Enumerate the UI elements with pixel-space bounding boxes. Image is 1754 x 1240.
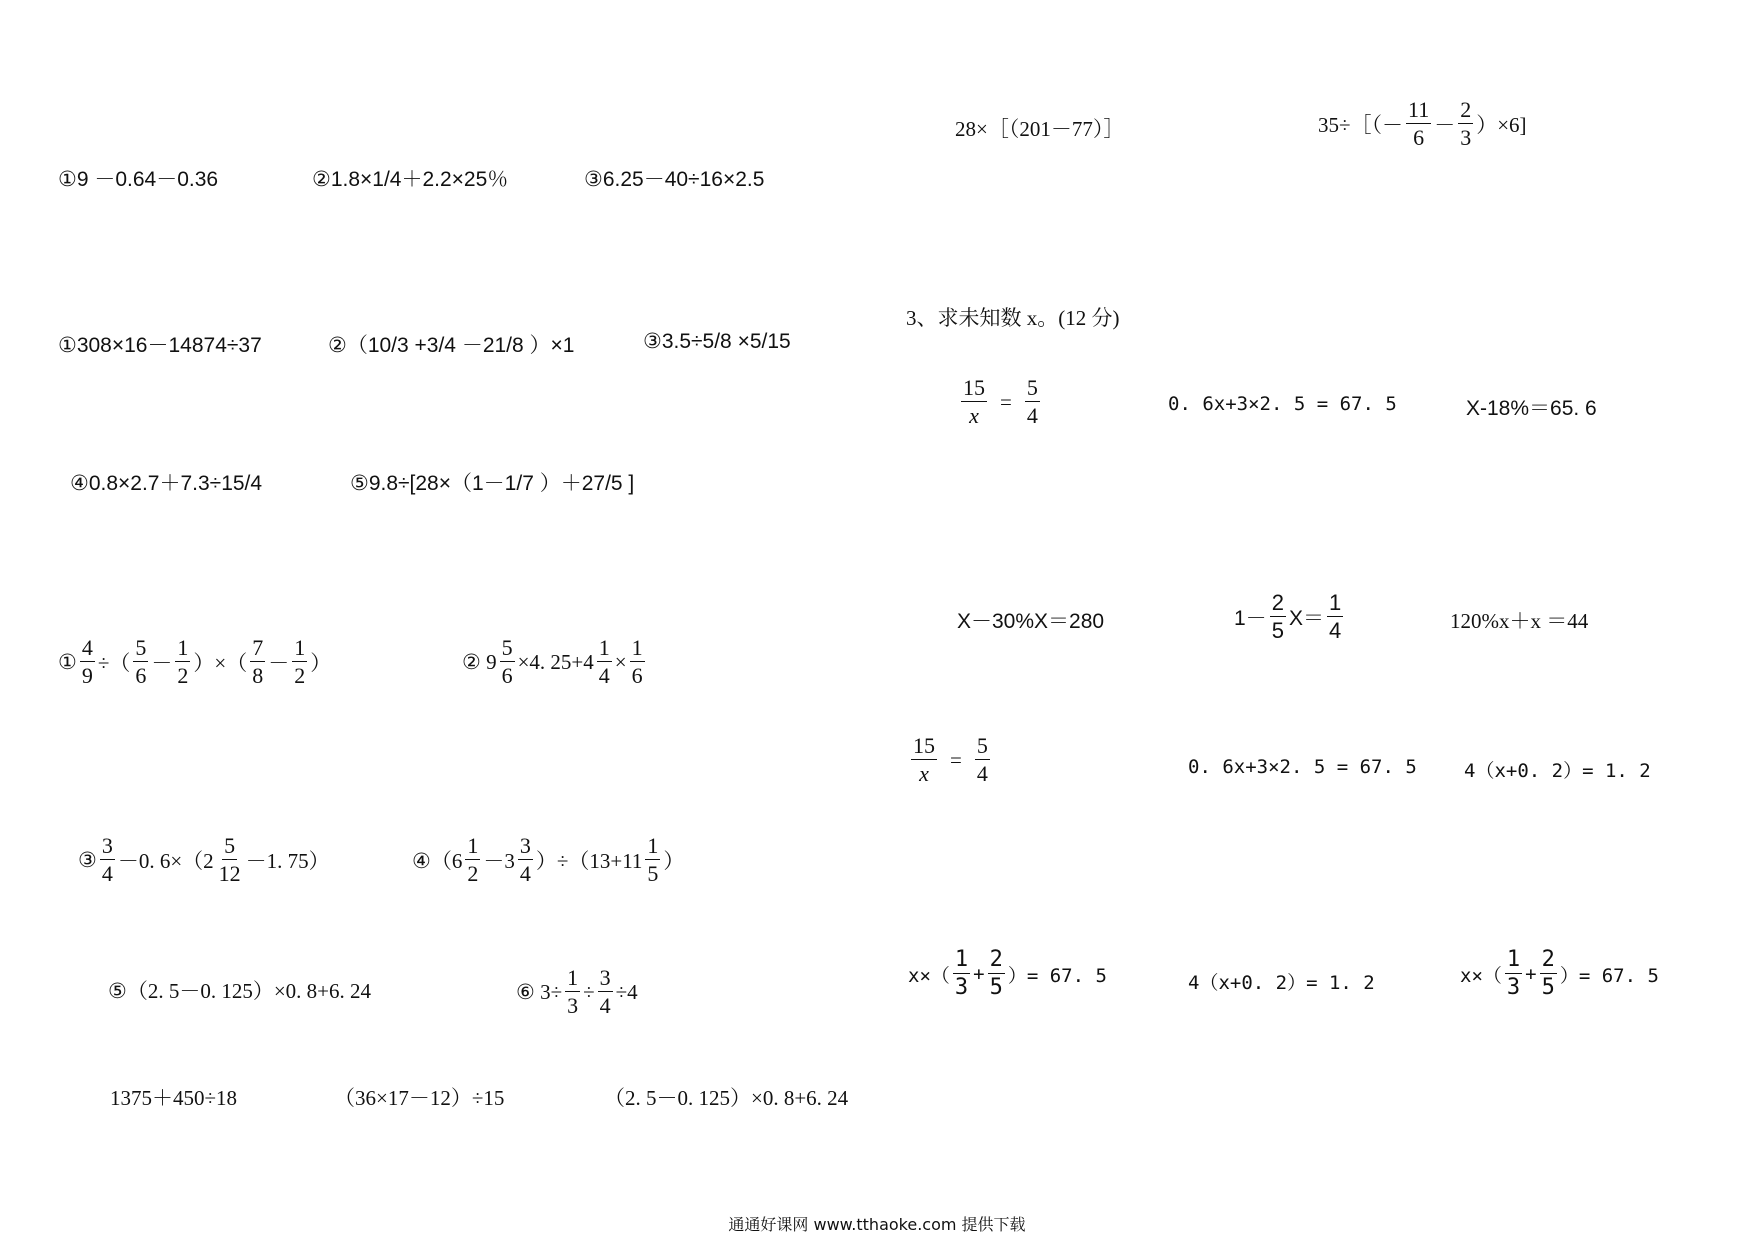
denominator: 2	[467, 861, 479, 887]
denominator: 2	[294, 663, 306, 689]
numerator: 1	[292, 636, 307, 662]
denominator: x	[919, 761, 929, 787]
denominator: 4	[519, 861, 531, 887]
denominator: 2	[177, 663, 189, 689]
expr-text: ）×6]	[1476, 113, 1527, 138]
expr-text: －1. 75）	[245, 849, 330, 874]
fraction-problem-4	[412, 834, 684, 886]
bracket-problem-1: 28×［（201－77）］	[955, 117, 1125, 141]
expr-text: －3	[483, 849, 515, 874]
denominator: 5	[989, 975, 1003, 1001]
denominator: 4	[101, 861, 113, 887]
expr-text: 1－	[1234, 607, 1267, 631]
fraction	[465, 834, 480, 886]
numerator: 15	[961, 376, 987, 402]
fraction	[133, 636, 148, 688]
fraction	[100, 834, 115, 886]
expr-text: +	[1525, 963, 1537, 986]
numerator: 1	[465, 834, 480, 860]
problem-1-3: ③6.25－40÷16×2.5	[584, 168, 765, 191]
fraction	[598, 966, 613, 1018]
numerator: 5	[1025, 376, 1040, 402]
numerator: 2	[1458, 98, 1473, 124]
expr-text: ÷	[583, 979, 595, 1004]
numerator: 3	[518, 834, 533, 860]
denominator: 3	[1506, 975, 1521, 1001]
numerator: 5	[133, 636, 148, 662]
equation-1	[958, 376, 1043, 428]
expr-text: ÷（	[97, 651, 131, 676]
numerator: 5	[222, 834, 237, 860]
expr-text: ）	[663, 849, 685, 874]
expr-text: ①	[58, 649, 77, 674]
numerator: 5	[975, 734, 990, 760]
equation-12	[1460, 948, 1659, 1000]
numerator: 1	[953, 948, 970, 974]
numerator: 2	[1270, 591, 1286, 617]
expr-text: +	[973, 963, 985, 986]
expr-text: ③	[78, 847, 97, 872]
fraction	[911, 734, 937, 786]
fraction	[80, 636, 95, 688]
expr-text: X＝	[1288, 607, 1324, 631]
fraction	[565, 966, 580, 1018]
expr-text: －	[268, 651, 290, 676]
numerator: 3	[100, 834, 115, 860]
fraction	[500, 636, 515, 688]
fraction	[961, 376, 987, 428]
expr-text: ）÷（13+11	[535, 849, 643, 874]
fraction	[988, 948, 1005, 1000]
numerator: 1	[565, 966, 580, 992]
denominator: 8	[252, 663, 264, 689]
fraction	[1327, 591, 1343, 643]
fraction	[250, 636, 265, 688]
problem-3-1: ④0.8×2.7＋7.3÷15/4	[70, 472, 263, 495]
fraction-problem-1	[58, 636, 331, 688]
problem-2-1: ①308×16－14874÷37	[58, 334, 262, 357]
denominator: 4	[976, 761, 988, 787]
expr-text: 35÷［（－	[1318, 113, 1404, 138]
numerator: 11	[1406, 98, 1431, 124]
equation-9: 4（x+0. 2）= 1. 2	[1464, 760, 1651, 782]
equation-6: 120%x＋x ＝44	[1450, 609, 1589, 633]
numerator: 4	[80, 636, 95, 662]
denominator: 6	[135, 663, 147, 689]
problem-last-1: 1375＋450÷18	[110, 1086, 238, 1110]
numerator: 1	[630, 636, 645, 662]
equals-sign: =	[1000, 389, 1012, 414]
expr-text: ④（6	[412, 849, 463, 874]
expr-text: ⑥ 3÷	[516, 979, 563, 1004]
section-title: 3、求未知数 x。(12 分)	[906, 306, 1120, 330]
expr-text: x×（	[1460, 964, 1502, 987]
numerator: 5	[500, 636, 515, 662]
denominator: 6	[631, 663, 643, 689]
fraction	[953, 948, 970, 1000]
equation-11: 4（x+0. 2）= 1. 2	[1188, 972, 1375, 994]
equals-sign: =	[950, 747, 962, 772]
expr-text: －	[151, 651, 173, 676]
numerator: 2	[988, 948, 1005, 974]
expr-text: ）×（	[193, 651, 248, 676]
numerator: 15	[911, 734, 937, 760]
denominator: 5	[647, 861, 659, 887]
denominator: 5	[1271, 618, 1284, 644]
fraction-problem-6	[516, 966, 638, 1018]
fraction	[1270, 591, 1286, 643]
equation-10	[908, 948, 1107, 1000]
denominator: 4	[599, 993, 611, 1019]
denominator: 9	[81, 663, 93, 689]
expr-text: ）= 67. 5	[1559, 964, 1659, 987]
problem-last-2: （36×17－12）÷15	[334, 1086, 505, 1110]
fraction	[975, 734, 990, 786]
denominator: 4	[1328, 618, 1342, 644]
denominator: 4	[1026, 403, 1038, 429]
fraction	[1505, 948, 1522, 1000]
numerator: 1	[1327, 591, 1343, 617]
decimal-problem-5: ⑤（2. 5－0. 125）×0. 8+6. 24	[108, 979, 372, 1003]
denominator: x	[969, 403, 979, 429]
numerator: 3	[598, 966, 613, 992]
fraction	[1025, 376, 1040, 428]
equation-2: 0. 6x+3×2. 5 = 67. 5	[1168, 393, 1397, 415]
numerator: 2	[1540, 948, 1557, 974]
denominator: 6	[501, 663, 513, 689]
denominator: 5	[1541, 975, 1555, 1001]
fraction	[217, 834, 243, 886]
denominator: 12	[218, 861, 241, 887]
problem-last-3: （2. 5－0. 125）×0. 8+6. 24	[604, 1086, 849, 1110]
numerator: 1	[597, 636, 612, 662]
fraction	[645, 834, 660, 886]
expr-text: x×（	[908, 964, 950, 987]
equation-3: X-18%＝65. 6	[1466, 397, 1597, 420]
equation-8: 0. 6x+3×2. 5 = 67. 5	[1188, 756, 1417, 778]
expr-text: ）	[310, 651, 332, 676]
expr-text: ÷4	[615, 979, 638, 1004]
footer-credit: 通通好课网 www.tthaoke.com 提供下载	[728, 1215, 1026, 1234]
expr-text: ）= 67. 5	[1007, 964, 1107, 987]
fraction	[292, 636, 307, 688]
fraction	[518, 834, 533, 886]
fraction	[175, 636, 190, 688]
numerator: 1	[645, 834, 660, 860]
denominator: 4	[598, 663, 610, 689]
fraction	[1406, 98, 1431, 150]
fraction-problem-3	[78, 834, 330, 886]
fraction	[630, 636, 645, 688]
fraction	[1540, 948, 1557, 1000]
equation-7	[908, 734, 993, 786]
problem-2-3: ③3.5÷5/8 ×5/15	[643, 330, 791, 353]
numerator: 7	[250, 636, 265, 662]
expr-text: ×4. 25+4	[517, 649, 594, 674]
problem-3-2: ⑤9.8÷[28×（1－1/7 ）＋27/5 ]	[350, 472, 635, 495]
equation-5	[1234, 591, 1346, 643]
equation-4: X－30%X＝280	[957, 610, 1105, 633]
fraction	[597, 636, 612, 688]
expr-text: ×	[614, 649, 627, 674]
problem-1-1: ①9 －0.64－0.36	[58, 168, 219, 191]
fraction	[1458, 98, 1473, 150]
fraction-problem-2	[462, 636, 648, 688]
expr-text: ② 9	[462, 649, 497, 674]
expr-text: －0. 6×（2	[117, 849, 214, 874]
problem-2-2: ②（10/3 +3/4 －21/8 ）×1	[328, 334, 575, 357]
denominator: 6	[1413, 125, 1425, 151]
expr-text: －	[1434, 113, 1456, 138]
denominator: 3	[954, 975, 969, 1001]
denominator: 3	[567, 993, 579, 1019]
numerator: 1	[1505, 948, 1522, 974]
bracket-problem-2	[1318, 98, 1527, 150]
problem-1-2: ②1.8×1/4＋2.2×25％	[312, 168, 509, 191]
numerator: 1	[175, 636, 190, 662]
denominator: 3	[1460, 125, 1472, 151]
